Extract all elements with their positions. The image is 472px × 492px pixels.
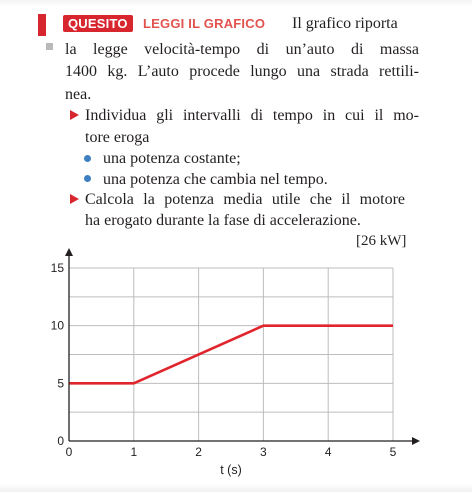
chart-labels	[51, 261, 397, 477]
quesito-badge: QUESITO	[63, 15, 133, 32]
task1-line-2: tore eroga	[85, 129, 150, 146]
x-axis-arrow-icon	[412, 437, 420, 445]
chart-grid	[69, 268, 393, 441]
bullet-2: una potenza che cambia nel tempo.	[103, 171, 328, 188]
intro-line-3: 1400 kg. L’auto procede lungo una strada rettili-	[65, 63, 419, 80]
task2-line-2: ha erogato durante la fase di accelerazione.	[85, 212, 361, 229]
section-kicker: LEGGI IL GRAFICO	[143, 16, 266, 31]
task1-line-1: Individua gli intervalli di tempo in cui il mo-	[85, 107, 419, 124]
answer-value: [26 kW]	[356, 233, 407, 249]
task2-line-1: Calcola la potenza media utile che il motore	[85, 191, 405, 208]
y-axis-arrow-icon	[65, 248, 73, 256]
y-tick-label: 15	[50, 261, 64, 275]
bullet-1: una potenza costante;	[103, 150, 241, 167]
x-axis-title: t (s)	[220, 463, 242, 477]
x-tick-label: 0	[65, 445, 73, 459]
x-tick-label: 1	[130, 445, 138, 459]
x-tick-label: 5	[389, 445, 397, 459]
intro-line-4: nea.	[65, 86, 92, 103]
y-tick-label: 0	[57, 434, 64, 448]
chart-axes	[65, 248, 420, 445]
x-tick-label: 2	[195, 445, 202, 459]
x-tick-label: 4	[324, 445, 332, 459]
intro-line-2: la legge velocità-tempo di un’auto di massa	[65, 41, 419, 58]
y-tick-label: 10	[50, 318, 64, 333]
y-tick-label: 5	[57, 376, 64, 391]
intro-line-1: Il grafico riporta	[292, 15, 398, 32]
x-tick-label: 3	[260, 445, 267, 459]
